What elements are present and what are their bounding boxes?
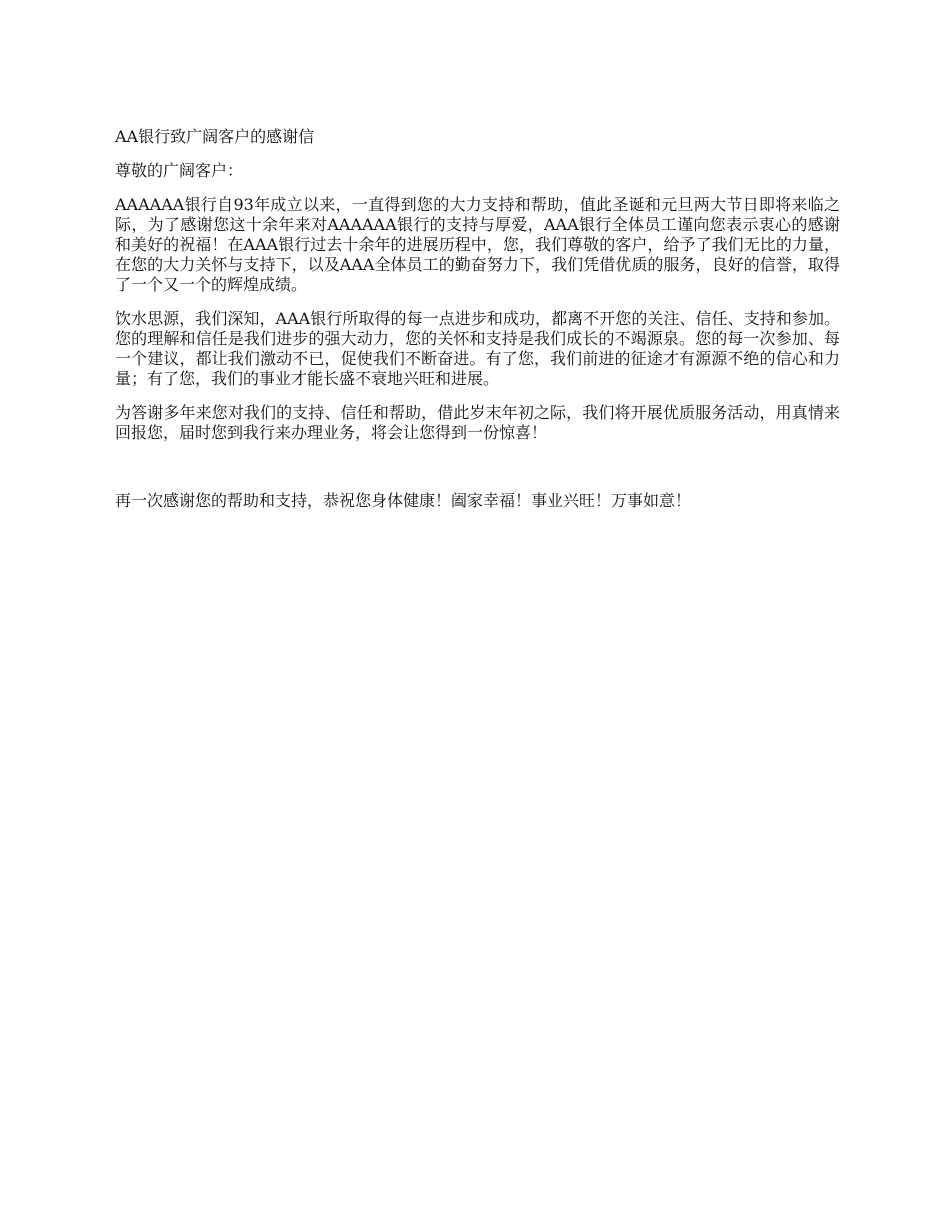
letter-salutation: 尊敬的广阔客户：	[115, 161, 244, 180]
letter-paragraph-3: 为答谢多年来您对我们的支持、信任和帮助，借此岁末年初之际，我们将开展优质服务活动，用真情来回报您，届时您到我行来办理业务，将会让您得到一份惊喜！	[115, 403, 840, 442]
blank-line	[115, 457, 840, 491]
letter-closing: 再一次感谢您的帮助和支持，恭祝您身体健康！阖家幸福！事业兴旺！万事如意！	[115, 491, 692, 510]
letter-page	[115, 127, 840, 511]
letter-paragraph-2: 饮水思源，我们深知，AAA银行所取得的每一点进步和成功，都离不开您的关注、信任、支持和参加。您的理解和信任是我们进步的强大动力，您的关怀和支持是我们成长的不竭源泉。您的每一次参加、每一个建议，都让我们激动不已，促使我们不断奋进。有了您，我们前进的征途才有源源不绝的信心和力量；有了您，我们的事业才能长盛不衰地兴旺和进展。	[115, 309, 840, 388]
letter-title: AA银行致广阔客户的感谢信	[115, 127, 315, 146]
letter-paragraph-1: AAAAAA银行自93年成立以来，一直得到您的大力支持和帮助，值此圣诞和元旦两大节日即将来临之际，为了感谢您这十余年来对AAAAAA银行的支持与厚爱，AAA银行全体员工谨向您表示衷心的感谢和美好的祝福！在AAA银行过去十余年的进展历程中，您，我们尊敬的客户，给予了我们无比的力量，在您的大力关怀与支持下，以及AAA全体员工的勤奋努力下，我们凭借优质的服务，良好的信誉，取得了一个又一个的辉煌成绩。	[115, 195, 840, 294]
